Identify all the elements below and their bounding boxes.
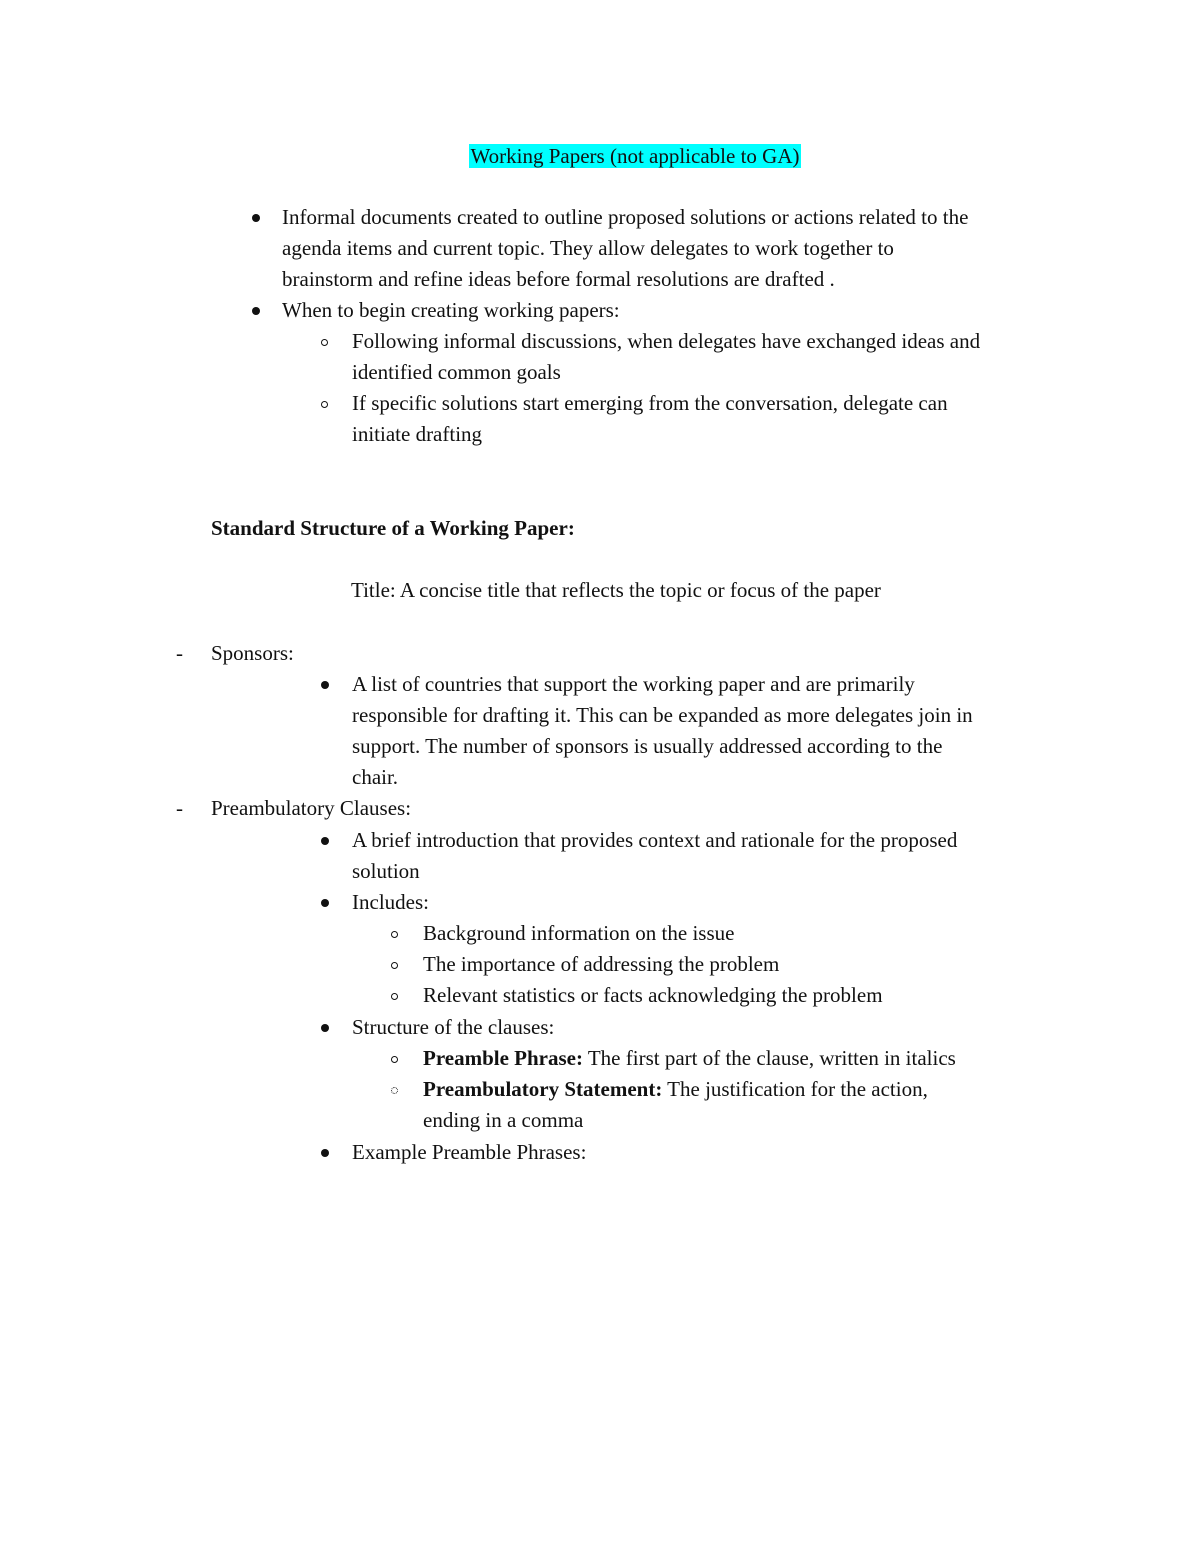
bullet-icon	[321, 681, 329, 689]
circle-bullet-icon	[321, 339, 328, 346]
circle-bullet-icon	[391, 993, 398, 1000]
title-description: Title: A concise title that reflects the topic or focus of the paper	[351, 578, 881, 602]
intro-sub2-line2: initiate drafting	[352, 422, 483, 446]
intro-item1-line3: brainstorm and refine ideas before formal resolutions are drafted .	[282, 267, 835, 291]
bullet-icon	[321, 837, 329, 845]
circle-bullet-icon	[321, 401, 328, 408]
sponsors-desc-line3: support. The number of sponsors is usually addressed according to the	[352, 734, 943, 758]
example-label: Example Preamble Phrases:	[352, 1140, 587, 1164]
dash-marker: -	[176, 796, 183, 820]
intro-sub1-line2: identified common goals	[352, 360, 561, 384]
structure-label: Structure of the clauses:	[352, 1015, 555, 1039]
sponsors-label: Sponsors:	[211, 641, 294, 665]
circle-bullet-icon	[391, 1056, 398, 1063]
sponsors-desc-line4: chair.	[352, 765, 399, 789]
intro-sub1-line1: Following informal discussions, when delegates have exchanged ideas and	[352, 329, 981, 353]
preamble-phrase-line	[423, 1043, 956, 1074]
intro-sub2-line1: If specific solutions start emerging from the conversation, delegate can	[352, 391, 948, 415]
bullet-icon	[321, 899, 329, 907]
includes-item: The importance of addressing the problem	[423, 952, 780, 976]
circle-bullet-icon	[391, 962, 398, 969]
preamb-statement-line2: ending in a comma	[423, 1108, 584, 1132]
intro-item2: When to begin creating working papers:	[282, 298, 620, 322]
preamb-statement-term: Preambulatory Statement:	[423, 1077, 663, 1101]
preamb-statement-text: The justification for the action,	[662, 1077, 928, 1101]
document-title: Working Papers (not applicable to GA)	[470, 144, 800, 168]
preamble-phrase-term: Preamble Phrase:	[423, 1046, 583, 1070]
preamb-label: Preambulatory Clauses:	[211, 796, 412, 820]
bullet-icon	[321, 1149, 329, 1157]
preamb-desc-line2: solution	[352, 859, 420, 883]
dash-marker: -	[176, 641, 183, 665]
intro-item1-line1: Informal documents created to outline proposed solutions or actions related to the	[282, 205, 969, 229]
includes-label: Includes:	[352, 890, 429, 914]
bullet-icon	[321, 1024, 329, 1032]
circle-bullet-icon	[391, 931, 398, 938]
intro-item1-line2: agenda items and current topic. They allow delegates to work together to	[282, 236, 894, 260]
structure-heading: Standard Structure of a Working Paper:	[211, 516, 575, 540]
bullet-icon	[252, 214, 260, 222]
includes-item: Background information on the issue	[423, 921, 735, 945]
preamb-statement-line	[423, 1074, 928, 1105]
sponsors-desc-line2: responsible for drafting it. This can be expanded as more delegates join in	[352, 703, 973, 727]
includes-item: Relevant statistics or facts acknowledging the problem	[423, 983, 883, 1007]
sponsors-desc-line1: A list of countries that support the working paper and are primarily	[352, 672, 915, 696]
preamb-desc-line1: A brief introduction that provides context and rationale for the proposed	[352, 828, 958, 852]
bullet-icon	[252, 307, 260, 315]
circle-bullet-icon	[391, 1087, 398, 1094]
preamble-phrase-text: The first part of the clause, written in italics	[582, 1046, 956, 1070]
document-title-wrap	[0, 141, 1200, 172]
